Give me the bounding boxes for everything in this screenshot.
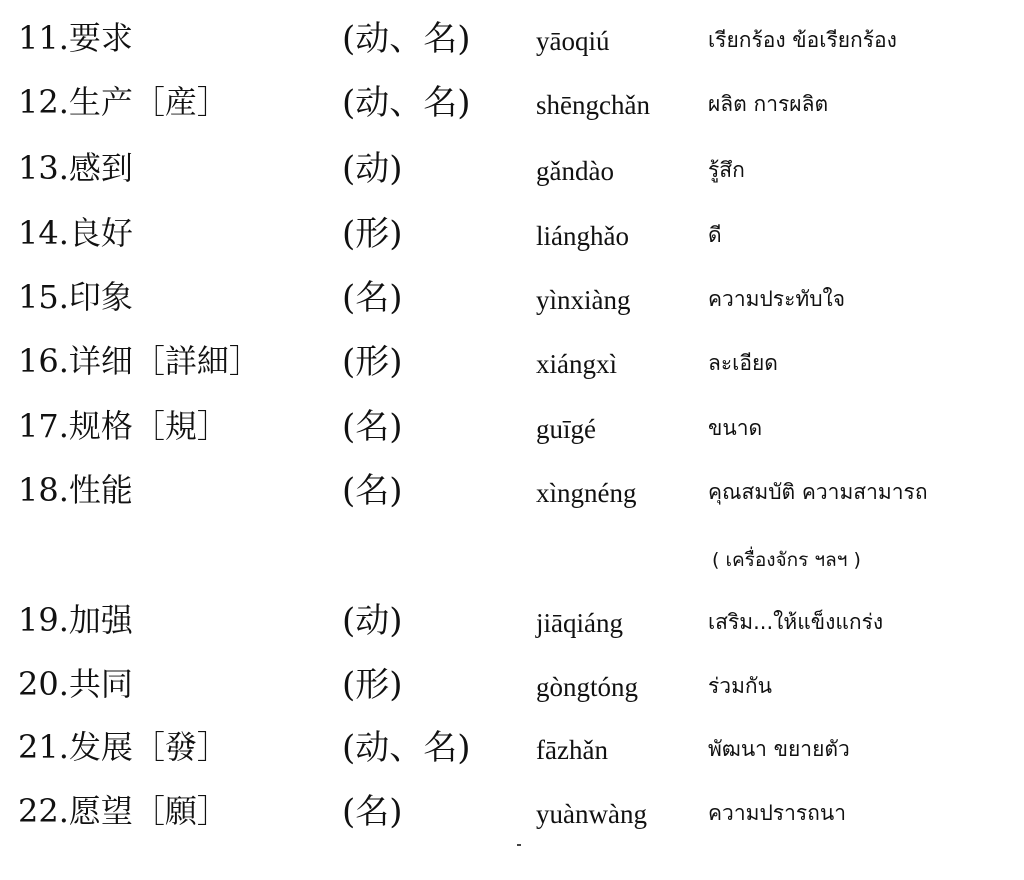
part-of-speech: (形) xyxy=(342,665,403,705)
chinese-word: 21.发展［發］ xyxy=(18,728,229,766)
pinyin: jiāqiáng xyxy=(536,608,623,638)
thai-meaning: ขนาด xyxy=(708,416,763,440)
vocab-row-18 xyxy=(0,471,1024,534)
vocab-row-15 xyxy=(0,278,1024,341)
pinyin: yìnxiàng xyxy=(536,285,631,315)
part-of-speech: (名) xyxy=(342,792,403,832)
thai-meaning: พัฒนา ขยายตัว xyxy=(708,737,850,761)
vocab-row-11 xyxy=(0,19,1024,82)
part-of-speech: (动、名) xyxy=(342,83,471,123)
thai-meaning: ละเอียด xyxy=(708,351,778,375)
thai-meaning: เรียกร้อง ข้อเรียกร้อง xyxy=(708,28,897,52)
chinese-word: 15.印象 xyxy=(18,278,133,316)
thai-meaning: ร่วมกัน xyxy=(708,674,772,698)
thai-meaning: ดี xyxy=(708,223,722,247)
pinyin: xìngnéng xyxy=(536,478,637,508)
pinyin: gǎndào xyxy=(536,156,614,186)
pinyin: fāzhǎn xyxy=(536,735,608,765)
part-of-speech: (动、名) xyxy=(342,19,471,59)
pinyin: gòngtóng xyxy=(536,672,639,702)
vocab-row-19 xyxy=(0,601,1024,664)
vocab-row-20 xyxy=(0,665,1024,728)
pinyin: shēngchǎn xyxy=(536,90,650,120)
chinese-word: 12.生产［産］ xyxy=(18,83,229,121)
chinese-word: 22.愿望［願］ xyxy=(18,792,229,830)
part-of-speech: (名) xyxy=(342,278,403,318)
thai-meaning: เสริม...ให้แข็งแกร่ง xyxy=(708,610,884,634)
vocab-row-21 xyxy=(0,728,1024,791)
pinyin: xiángxì xyxy=(536,349,617,379)
thai-meaning: คุณสมบัติ ความสามารถ xyxy=(708,480,928,504)
scan-mark xyxy=(517,844,521,846)
thai-meaning: ผลิต การผลิต xyxy=(708,92,829,116)
part-of-speech: (动) xyxy=(342,149,403,189)
part-of-speech: (名) xyxy=(342,407,403,447)
part-of-speech: (动、名) xyxy=(342,728,471,768)
vocab-row-14 xyxy=(0,214,1024,277)
part-of-speech: (动) xyxy=(342,601,403,641)
vocab-row-13 xyxy=(0,149,1024,212)
chinese-word: 16.详细［詳細］ xyxy=(18,342,261,380)
vocab-row-12 xyxy=(0,83,1024,146)
chinese-word: 17.规格［規］ xyxy=(18,407,229,445)
chinese-word: 18.性能 xyxy=(18,471,133,509)
chinese-word: 20.共同 xyxy=(18,665,133,703)
thai-meaning: รู้สึก xyxy=(708,158,745,182)
chinese-word: 11.要求 xyxy=(18,19,133,57)
thai-meaning: ความประทับใจ xyxy=(708,287,846,311)
vocab-row-17 xyxy=(0,407,1024,470)
thai-meaning-continuation: ( เครื่องจักร ฯลฯ ) xyxy=(712,549,861,571)
pinyin: guīgé xyxy=(536,414,596,444)
vocab-row-16 xyxy=(0,342,1024,405)
part-of-speech: (名) xyxy=(342,471,403,511)
part-of-speech: (形) xyxy=(342,342,403,382)
chinese-word: 13.感到 xyxy=(18,149,133,187)
part-of-speech: (形) xyxy=(342,214,403,254)
chinese-word: 14.良好 xyxy=(18,214,133,252)
thai-meaning: ความปรารถนา xyxy=(708,801,847,825)
pinyin: yuànwàng xyxy=(536,799,647,829)
pinyin: yāoqiú xyxy=(536,26,610,56)
chinese-word: 19.加强 xyxy=(18,601,133,639)
vocab-row-22 xyxy=(0,792,1024,855)
pinyin: liánghǎo xyxy=(536,221,629,251)
